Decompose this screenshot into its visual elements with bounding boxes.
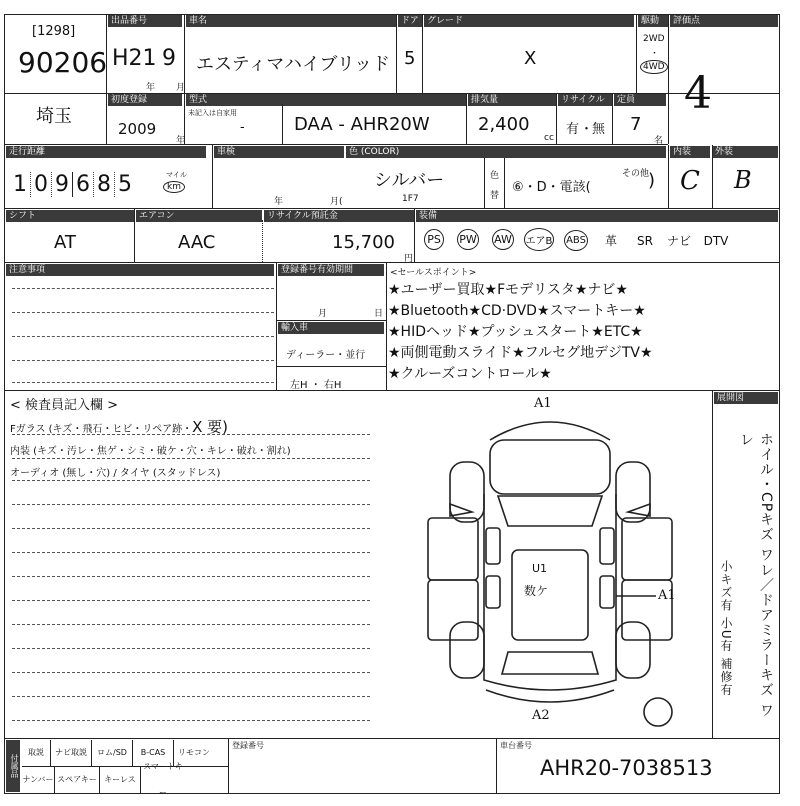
header-score: 評価点 [670,15,778,27]
window-r2 [600,576,614,608]
notes-line-3 [12,336,274,337]
car-diagram [420,400,720,732]
diagram-a2-bottom: A2 [532,708,550,723]
insp-line-4 [12,528,370,529]
header-regno: 登録番号有効期間 [278,264,384,276]
equip-leather: 革 [604,234,617,248]
diagram-roof-note-1: U1 [532,562,548,575]
drive-2wd: 2WD [643,34,665,44]
color-divider [484,158,485,208]
accessory-row-2 [22,762,228,797]
header-recycle-fee: リサイクル預託金 [264,210,414,222]
sales-points [388,280,653,385]
grade-value: X [524,48,537,69]
notes-line-2 [12,312,274,313]
spare-circle [644,698,672,726]
equip-ps-badge: PS [424,229,444,250]
reg-number-label: 登録番号 [232,741,264,750]
acc-smart-key: スマートキー [143,762,183,797]
equip-abs [558,228,594,254]
interior-grade: C [680,166,700,196]
insp-line-5 [12,552,370,553]
inspector-audio: オーディオ (無し・穴) / タイヤ (スタッドレス) [10,468,221,479]
rear-window [502,652,598,674]
header-handle: 輸入車 [278,322,384,334]
row4-bottom [4,262,780,263]
header-shift: シフト [6,210,134,222]
sales-point-4: ★両側電動スライド★フルセグ地デジTV★ [388,345,653,361]
wheel-rl [450,622,484,678]
diagram-a1-top: A1 [534,396,552,411]
bottom-div-2 [496,738,497,794]
inspection-year-label: 年 [274,197,284,207]
equip-dtv: DTV [703,234,729,248]
acc-spare-key: スペアキー [55,767,100,793]
mileage-digit-4: 6 [73,172,94,197]
diagram-a1-right: A1 [658,588,676,603]
acc-rom: ロム/SD [92,740,133,766]
insp-line-9 [12,648,370,649]
equip-pw-badge: PW [457,229,479,250]
row-bottom-top [4,738,780,739]
accessory-side-label: 付属品 [10,754,19,778]
first-reg-divider [184,93,185,144]
header-notes: 注意事項 [6,264,274,276]
mileage-digit-5: 8 [94,172,115,197]
color-label-small: 色 [490,171,500,181]
seats-unit: 名 [654,136,664,146]
color-name: シルバー [374,170,445,191]
mileage-digits [10,172,135,197]
reg-line2 [276,366,386,367]
header-color: 色 (COLOR) [346,146,666,158]
insp-line-6 [12,576,370,577]
equipment-row [418,228,778,254]
recycle-yes: 有 [566,122,580,137]
header-grade-ext: 外装 [712,146,778,158]
drive-4wd: 4WD [640,60,668,74]
insp-line-0 [12,434,370,435]
year-era-label: 年 [146,83,156,93]
transmission-value: AT [54,232,76,253]
notes-line-4 [12,360,274,361]
accessory-side [6,740,20,792]
header-chassis: 型式 [186,94,466,106]
color-change-close: ) [648,170,656,191]
header-disp: 排気量 [468,94,556,106]
drive-divider [668,14,669,144]
year-divider [184,14,185,93]
insp-line-1 [12,458,370,459]
doors-divider [422,14,423,93]
color-change-other: その他 [622,169,650,179]
drive-dot: ・ [650,49,660,59]
model-divider [396,14,397,93]
header-model: 車名 [186,15,396,27]
accessory-grid [22,740,228,797]
year-western-label: 年 [176,136,186,146]
side-note-2: 小キズ有 小U有 補修有 [719,560,733,697]
color-divider2 [504,158,505,208]
bottom-div-1 [228,738,229,794]
sales-header: <セールスポイント> [390,268,477,278]
grade-divider [636,14,637,93]
acc-navi-manual: ナビ取説 [51,740,92,766]
equip-aw [486,228,520,254]
sales-point-1: ★ユーザー買取★Fモデリスタ★ナビ★ [388,282,628,298]
model-name: エスティマハイブリッド [196,54,391,75]
mileage-digit-1: 1 [10,172,31,197]
acc-keyless: キーレス [100,767,141,793]
year-era: H21 [112,46,157,71]
header-lot: 出品番号 [108,15,182,27]
row5-bottom [4,390,780,391]
equip-pw [450,228,486,254]
mirror-right [628,504,650,516]
insp-line-10 [12,672,370,673]
mileage-digit-2: 0 [31,172,52,197]
windshield [498,496,602,526]
year-western: 2009 [118,120,157,138]
header-drive: 駆動 [638,15,668,27]
inspection-month-label: 月( [330,197,343,207]
color-label-small2: 替 [490,191,500,201]
rear-bumper [486,690,614,702]
reg-month: 月 [318,309,328,319]
header-equip: 装備 [416,210,778,222]
header-inspection: 車検 [214,146,344,158]
color-change-options: ⑥・D・電該( [512,180,591,195]
accessory-row-1 [22,740,228,767]
reg-divider [386,262,387,390]
diagram-roof-note-2: 数ケ [524,584,549,598]
doors-value: 5 [404,48,416,69]
insp-line-3 [12,504,370,505]
chassis-number: AHR20-7038513 [540,756,713,780]
side-note-1: ホイル・CPキズ ワレ／ドアミラーキズ ワレ [738,432,774,719]
ac-divider [262,220,263,262]
window-l2 [486,576,500,608]
equip-aw-badge: AW [492,229,514,250]
insp-line-2 [12,480,370,481]
header-ac: エアコン [136,210,262,222]
row3-bottom [4,208,780,209]
inspector-glass-mark: X 要) [192,418,229,436]
equip-sr: SR [637,234,653,248]
window-r1 [600,528,614,564]
mileage-divider [212,145,213,208]
equip-ps [418,228,450,254]
equip-airbag [520,228,558,254]
door-left [428,518,478,580]
acc-remote: リモコン [178,748,210,757]
recycle-fee-value: 15,700 [332,232,395,253]
shift-divider [134,208,135,262]
grade-int-divider [668,145,669,208]
notes-line-5 [12,382,274,383]
body [484,494,616,690]
year-month: 9 [162,46,176,71]
recycle-no: 無 [592,122,606,137]
chassis-divider [466,93,467,144]
notes-line-1 [12,288,274,289]
mileage-unit-top: マイル [166,171,187,179]
row2-bottom [4,144,668,145]
hood [490,440,610,494]
slide-left [428,580,478,640]
insp-line-7 [12,600,370,601]
disp-divider [556,93,557,144]
mirror-left [450,504,472,516]
recycle-fee-unit: 円 [404,254,414,264]
aircon-value: AAC [178,232,216,253]
lot-divider [106,14,107,93]
equip-navi: ナビ [666,234,691,248]
inspector-interior: 内装 (キズ・汚レ・焦ゲ・シミ・破ケ・穴・キレ・破れ・割れ) [10,446,291,457]
acc-number: ナンバー [22,767,55,793]
acc-bcas: B-CAS [133,740,174,766]
header-grade-int: 内装 [670,146,710,158]
door-right [622,518,672,580]
insp-line-12 [12,720,370,721]
window-l1 [486,528,500,564]
reg-line [276,320,386,321]
chassis-no-label: 車台番号 [500,741,532,750]
header-diagram-corner: 展開図 [714,392,778,404]
chassis-code: DAA - AHR20W [294,114,430,135]
sales-point-5: ★クルーズコントロール★ [388,366,552,382]
header-recycle: リサイクル [558,94,612,106]
mileage-digit-6: 5 [118,172,132,197]
equip-abs-badge: ABS [564,230,588,251]
reg-handle: 左H ・ 右H [290,380,342,391]
header-seats: 定員 [614,94,666,106]
mileage-unit: km [163,181,185,193]
reg-day: 日 [374,309,384,319]
mileage-digit-3: 9 [52,172,73,197]
sales-point-3: ★HIDヘッド★プッシュスタート★ETC★ [388,324,643,340]
inspector-header: < 検査員記入欄 > [10,398,119,413]
notes-divider [276,262,277,390]
recycle-divider [612,93,613,144]
displacement-value: 2,400 [478,114,530,135]
score-value: 4 [684,68,712,119]
insp-line-8 [12,624,370,625]
year-month-label: 月 [176,83,186,93]
front-bumper [490,422,610,440]
grade-ext-divider [712,145,713,208]
acc-manual: 取説 [22,740,51,766]
header-mileage: 走行距離 [6,146,206,158]
side-divider [712,390,713,738]
color-code: 1F7 [402,194,419,204]
seats-value: 7 [630,114,642,135]
wheel-rr [616,622,650,678]
equip-airbag-badge: エアB [524,228,555,251]
sales-point-2: ★Bluetooth★CD·DVD★スマートキー★ [388,303,646,319]
reg-dealer: ディーラー・並行 [286,350,366,361]
inspector-glass: Fガラス (キズ・飛石・ヒビ・リペア跡・ [10,424,193,435]
note-small: 未記入は自家用 [188,109,237,117]
fee-divider [414,208,415,262]
region-divider [106,93,107,144]
header-grade: グレード [424,15,634,27]
lot-bracket: [1298] [32,24,76,39]
recycle-sep: ・ [580,122,594,137]
region-value: 埼玉 [36,106,72,127]
insp-line-11 [12,696,370,697]
header-first-reg: 初度登録 [108,94,182,106]
exterior-grade: B [734,166,752,194]
lot-number: 90206 [18,46,108,79]
displacement-unit: cc [544,133,554,143]
chassis-dash: - [240,120,245,135]
header-doors: ドア [398,15,422,27]
chassis-left-divider [282,104,283,144]
